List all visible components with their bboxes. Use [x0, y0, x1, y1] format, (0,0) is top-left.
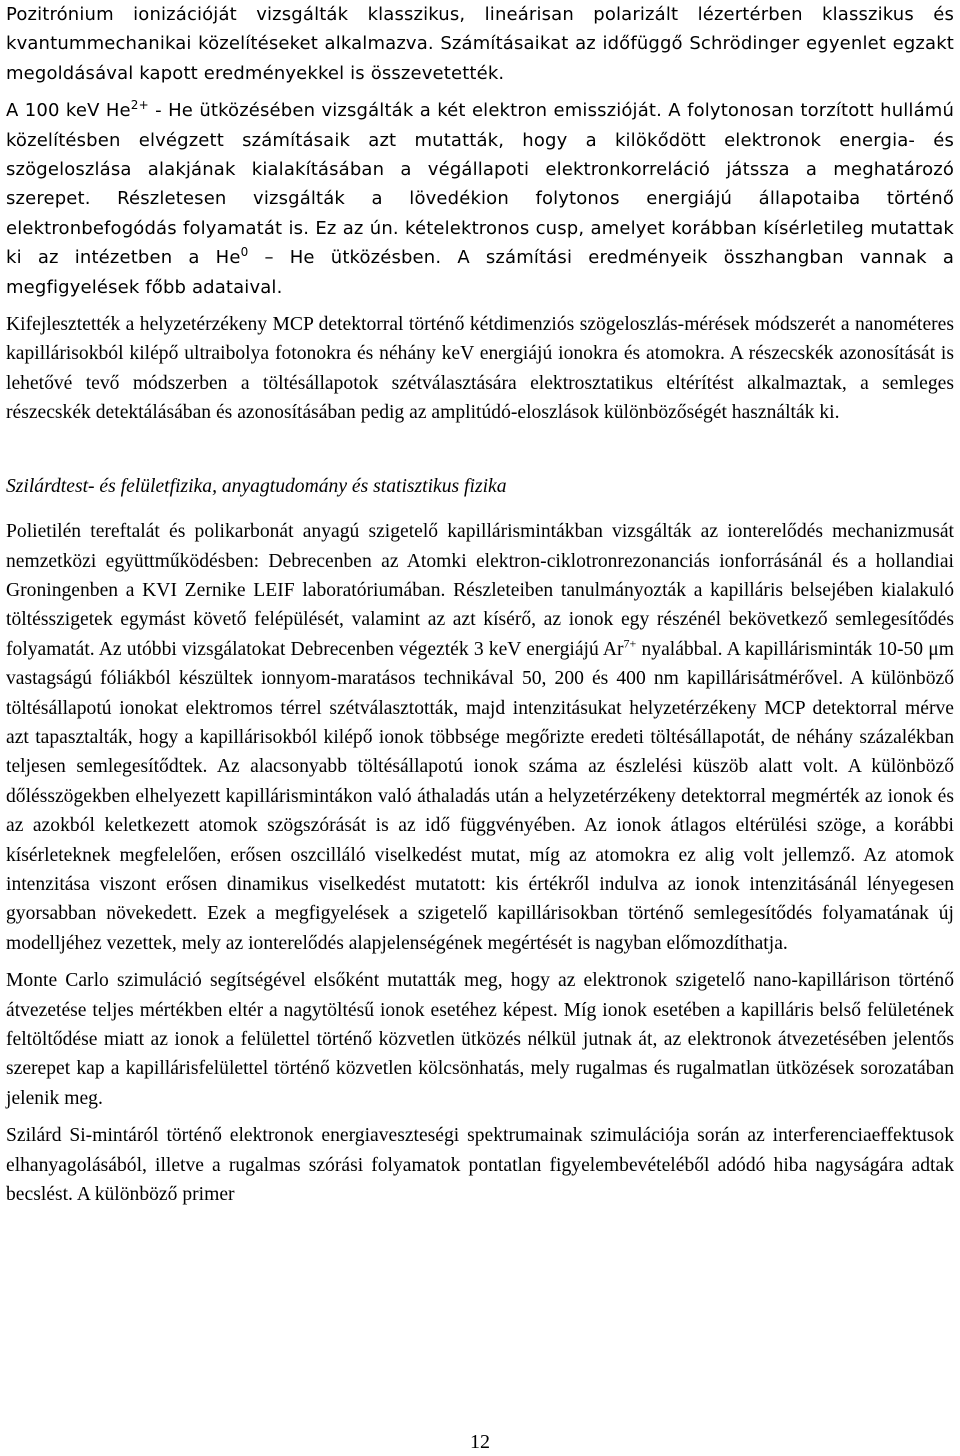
text-run: - He ütközésében vizsgálták a két elektron emisszióját. A folytonosan torzított hullámú közelítésben elvégzett számításaik azt mutatták, hogy a kilökődött elektronok energia- és szögeloszlása alakjának kialakításában a végállapoti elektronkorreláció játssza a meghatározó szerepet. Részletesen vizsgálták a lövedékion folytonos energiájú állapotaiba történő elektronbefogódás folyamatát is. Ez az ún. kételektronos cusp, amelyet korábban kísérletileg mutattak ki az intézetben a He	[6, 100, 954, 269]
paragraph-positronium: Pozitrónium ionizációját vizsgálták klasszikus, lineárisan polarizált lézertérben klasszikus és kvantummechanikai közelítéseket alkalmazva. Számításaikat az időfüggő Schrödinger egyenlet egzakt megoldásával kapott eredményekkel is összevetették.	[6, 4, 954, 84]
paragraph-monte-carlo: Monte Carlo szimuláció segítségével elsőként mutatták meg, hogy az elektronok szigetelő nano-kapillárison történő átvezetése teljes mértékben eltér a nagytöltésű ionok esetéhez képest. Míg ionok esetében a kapilláris belső felületének feltöltődése miatt az ionok a felülettel történő közvetlen ütközés nélkül jutnak át, az elektronok átvezetésében jelentős szerepet kap a kapillárisfelülettel történő közvetlen kölcsönhatás, mely rugalmas és rugalmatlan ütközések sorozatában jelenik meg.	[6, 970, 954, 1109]
section-heading: Szilárdtest- és felületfizika, anyagtudomány és statisztikus fizika	[6, 475, 507, 497]
text-run: nyalábbal. A kapillárisminták 10-50 μm vastagságú fóliákból készültek ionnyom-maratásos technikával 50, 200 és 400 nm kapillárisátmérővel. A különböző töltésállapotú ionokat elektromos térrel szétválasztották, majd intenzitásukat helyzetérzékeny MCP detektorral mérve azt tapasztalták, hogy a kapillárisokból kilépő ionok többsége megőrizte eredeti töltésállapotát, de néhány százalékban teljesen semlegesítődtek. Az alacsonyabb töltésállapotú ionok száma az észlelési küszöb alatt volt. A különböző dőlésszögekben elhelyezett kapillárismintákon való áthaladás után a helyzetérzékeny detektorral megmérték az ionok és az azokból keletkezett atomok szögszórását is az idő függvényében. Az ionok átlagos eltérülési szöge, a korábbi kísérleteknek megfelelően, erősen oszcilláló viselkedést mutat, míg az atomokra ez alig volt jellemző. Az atomok intenzitása viszont erősen dinamikus viselkedést mutatott: kis értékről indulva az ionok intenzitásánál lényegesen gyorsabban növekedett. Ezek a megfigyelések a szigetelő kapillárisokban történő semlegesítődés folyamatának új modelljéhez vezettek, mely az ionterelődés alapjelenségének megértését is nagyban előmozdíthatja.	[6, 638, 954, 954]
document-page	[6, 0, 954, 1456]
page-number: 12	[470, 1431, 490, 1453]
paragraph-mcp-detector: Kifejlesztették a helyzetérzékeny MCP detektorral történő kétdimenziós szögeloszlás-mérések módszerét a nanométeres kapillárisokból kilépő ultraibolya fotonokra és néhány keV energiájú ionokra és atomokra. A részecskék azonosítását is lehetővé tevő módszerben a töltésállapotok szétválasztására elektrosztatikus eltérítést alkalmaztak, a semleges részecskék detektálásában és azonosításában pedig az amplitúdó-eloszlások különbözőségét használták ki.	[6, 314, 954, 424]
text-run: Polietilén tereftalát és polikarbonát anyagú szigetelő kapillárismintákban vizsgálták az ionterelődés mechanizmusát nemzetközi együttműködésben: Debrecenben az Atomki elektron-ciklotronrezonanciás ionforrásánál és a hollandiai Groningenben a KVI Zernike LEIF laboratóriumában. Részleteiben tanulmányozták a kapilláris belsejében kialakuló töltésszigetek egymást követő felépülését, valamint az azt kísérő, az ionok egy részénél bekövetkező semlegesítődés folyamatát. Az utóbbi vizsgálatokat Debrecenben végezték 3 keV energiájú Ar	[6, 521, 954, 660]
superscript-charge: 2+	[130, 98, 149, 113]
text-run: A 100 keV He	[6, 100, 131, 122]
superscript-charge: 0	[240, 245, 249, 260]
paragraph-capillary-guiding	[6, 517, 954, 958]
paragraph-si-sample: Szilárd Si-mintáról történő elektronok energiaveszteségi spektrumainak szimulációja során az interferenciaeffektusok elhanyagolásából, illetve a rugalmas szórási folyamatok pontatlan figyelembevételéből adódó hiba nagyságára adtak becslést. A különböző primer	[6, 1125, 954, 1206]
paragraph-he-collision	[6, 96, 954, 302]
superscript-charge: 7+	[623, 636, 637, 651]
text-run: – He ütközésben. A számítási eredményeik összhangban vannak a megfigyelések főbb adataival.	[6, 247, 955, 298]
